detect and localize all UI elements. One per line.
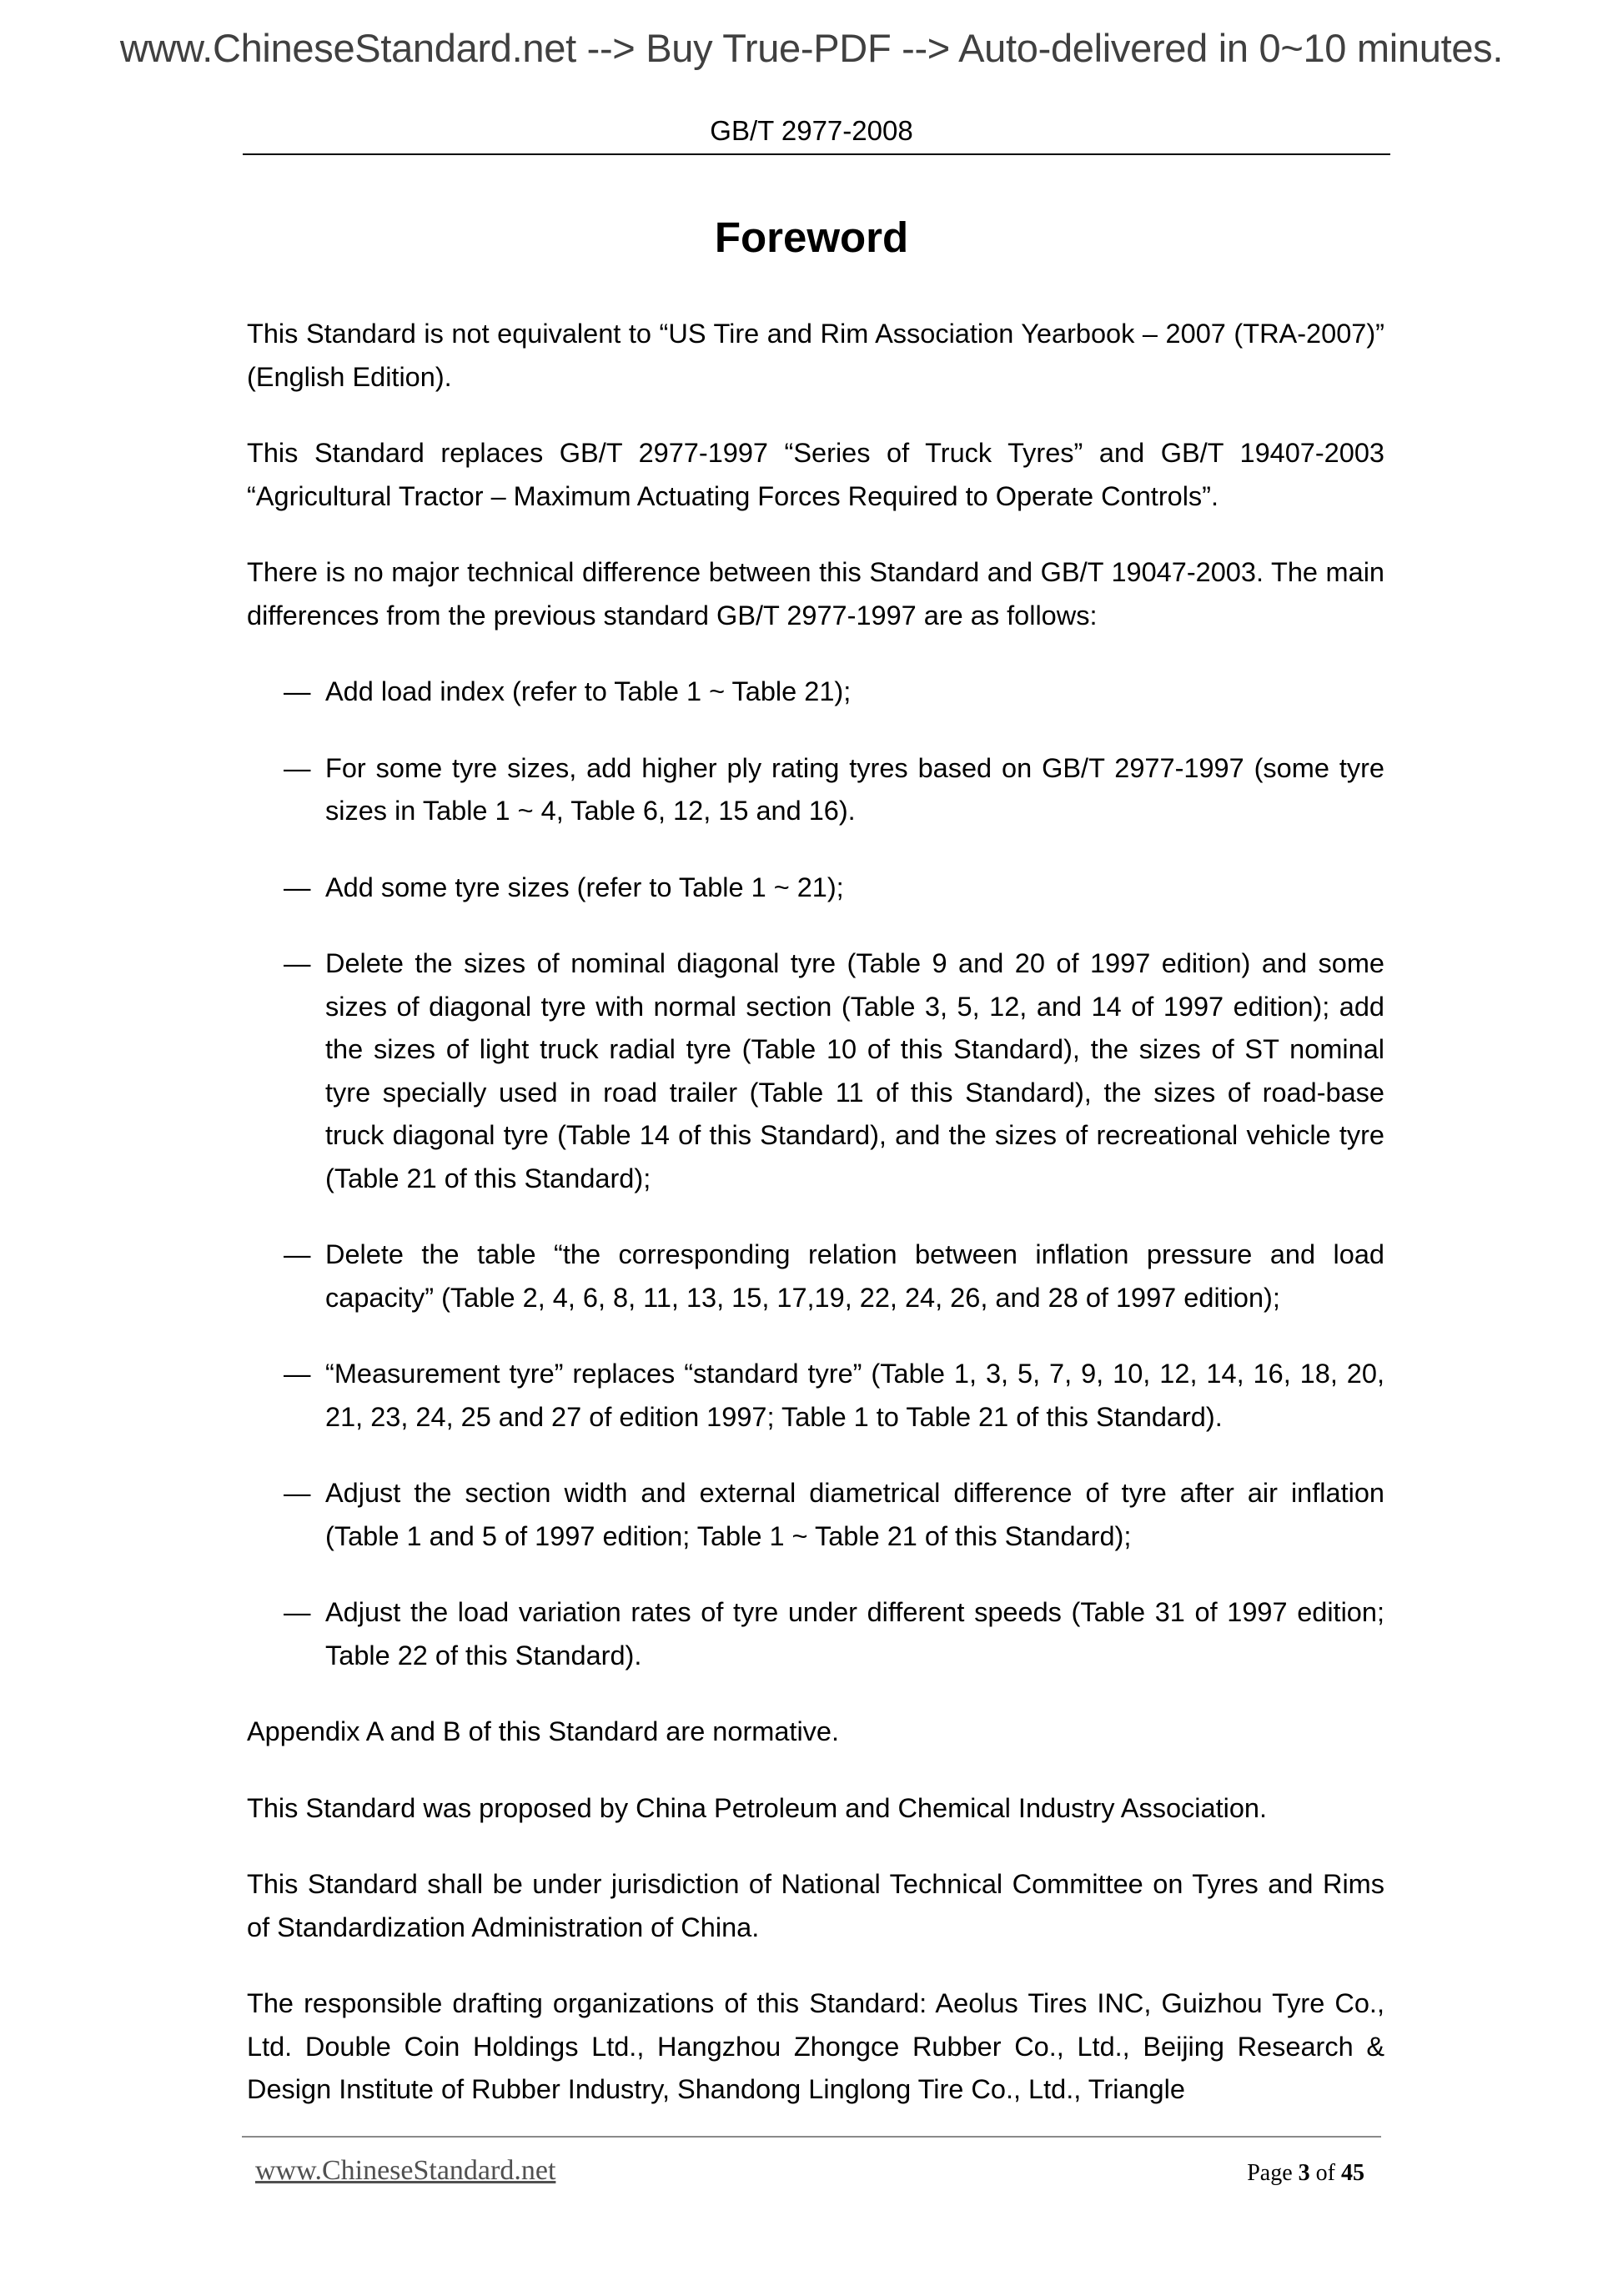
dash-bullet-icon: — xyxy=(284,872,311,902)
list-item xyxy=(247,1591,1384,1677)
list-item-text: “Measurement tyre” replaces “standard tyre” (Table 1, 3, 5, 7, 9, 10, 12, 14, 16, 18, 20, 21, 23, 24, 25 and 27 of edition 1997; Table 1 to Table 21 of this Standard). xyxy=(325,1359,1384,1432)
list-item xyxy=(247,867,1384,910)
list-item-text: Add some tyre sizes (refer to Table 1 ~ 21); xyxy=(325,872,844,902)
paragraph-drafting-organizations: The responsible drafting organizations of this Standard: Aeolus Tires INC, Guizhou Tyre Co., Ltd. Double Coin Holdings Ltd., Hangzhou Zhongce Rubber Co., Ltd., Beijing Research & Design Institute of Rubber Industry, Shandong Linglong Tire Co., Ltd., Triangle xyxy=(247,1988,1384,2104)
list-item-text: Adjust the section width and external diametrical difference of tyre after air inflation (Table 1 and 5 of 1997 edition; Table 1 ~ Table 21 of this Standard); xyxy=(325,1478,1384,1551)
list-item-text: Adjust the load variation rates of tyre under different speeds (Table 31 of 1997 edition; Table 22 of this Standard). xyxy=(325,1597,1384,1671)
paragraph-differences-intro: There is no major technical difference between this Standard and GB/T 19047-2003. The main differences from the previous standard GB/T 2977-1997 are as follows: xyxy=(247,557,1384,631)
footer-divider xyxy=(242,2136,1381,2138)
header-divider xyxy=(243,153,1390,155)
list-item-text: Add load index (refer to Table 1 ~ Table 21); xyxy=(325,676,852,706)
paragraph-jurisdiction: This Standard shall be under jurisdiction of National Technical Committee on Tyres and Rims of Standardization Administration of China. xyxy=(247,1869,1384,1942)
footer-site-link[interactable]: www.ChineseStandard.net xyxy=(255,2155,556,2186)
page-current: 3 xyxy=(1298,2160,1310,2186)
dash-bullet-icon: — xyxy=(284,1239,311,1269)
paragraph-replaces: This Standard replaces GB/T 2977-1997 “Series of Truck Tyres” and GB/T 19407-2003 “Agricultural Tractor – Maximum Actuating Forces Required to Operate Controls”. xyxy=(247,438,1384,511)
page-number xyxy=(1247,2160,1364,2187)
page-title: Foreword xyxy=(714,214,909,261)
differences-list xyxy=(247,671,1384,1677)
dash-bullet-icon: — xyxy=(284,948,311,978)
promo-banner: www.ChineseStandard.net --> Buy True-PDF --> Auto-delivered in 0~10 minutes. xyxy=(119,26,1504,70)
list-item xyxy=(247,1233,1384,1319)
list-item xyxy=(247,942,1384,1200)
list-item xyxy=(247,671,1384,714)
standard-code: GB/T 2977-2008 xyxy=(710,115,913,146)
list-item xyxy=(247,747,1384,833)
list-item-text: For some tyre sizes, add higher ply rating tyres based on GB/T 2977-1997 (some tyre sizes in Table 1 ~ 4, Table 6, 12, 15 and 16). xyxy=(325,752,1384,826)
list-item xyxy=(247,1353,1384,1439)
document-body xyxy=(247,313,1384,2145)
list-item-text: Delete the table “the corresponding relation between inflation pressure and load capacity” (Table 2, 4, 6, 8, 11, 13, 15, 17,19, 22, 24, 26, and 28 of 1997 edition); xyxy=(325,1239,1384,1313)
paragraph-proposed-by: This Standard was proposed by China Petroleum and Chemical Industry Association. xyxy=(247,1792,1268,1823)
page-total: 45 xyxy=(1341,2160,1364,2186)
dash-bullet-icon: — xyxy=(284,1359,311,1389)
paragraph-equivalence: This Standard is not equivalent to “US Tire and Rim Association Yearbook – 2007 (TRA-2007)” (English Edition). xyxy=(247,319,1384,392)
paragraph-appendix: Appendix A and B of this Standard are normative. xyxy=(247,1716,840,1746)
page-of: of xyxy=(1309,2160,1341,2186)
dash-bullet-icon: — xyxy=(284,1597,311,1627)
page-prefix: Page xyxy=(1247,2160,1299,2186)
list-item-text: Delete the sizes of nominal diagonal tyre (Table 9 and 20 of 1997 edition) and some sizes of diagonal tyre with normal section (Table 3, 5, 12, and 14 of 1997 edition); add the sizes of light truck radial tyre (Table 10 of this Standard), the sizes of ST nominal tyre specially used in road trailer (Table 11 of this Standard), the sizes of road-base truck diagonal tyre (Table 14 of this Standard), and the sizes of recreational vehicle tyre (Table 21 of this Standard); xyxy=(325,948,1384,1193)
dash-bullet-icon: — xyxy=(284,676,311,706)
dash-bullet-icon: — xyxy=(284,1478,311,1508)
dash-bullet-icon: — xyxy=(284,752,311,783)
list-item xyxy=(247,1472,1384,1558)
